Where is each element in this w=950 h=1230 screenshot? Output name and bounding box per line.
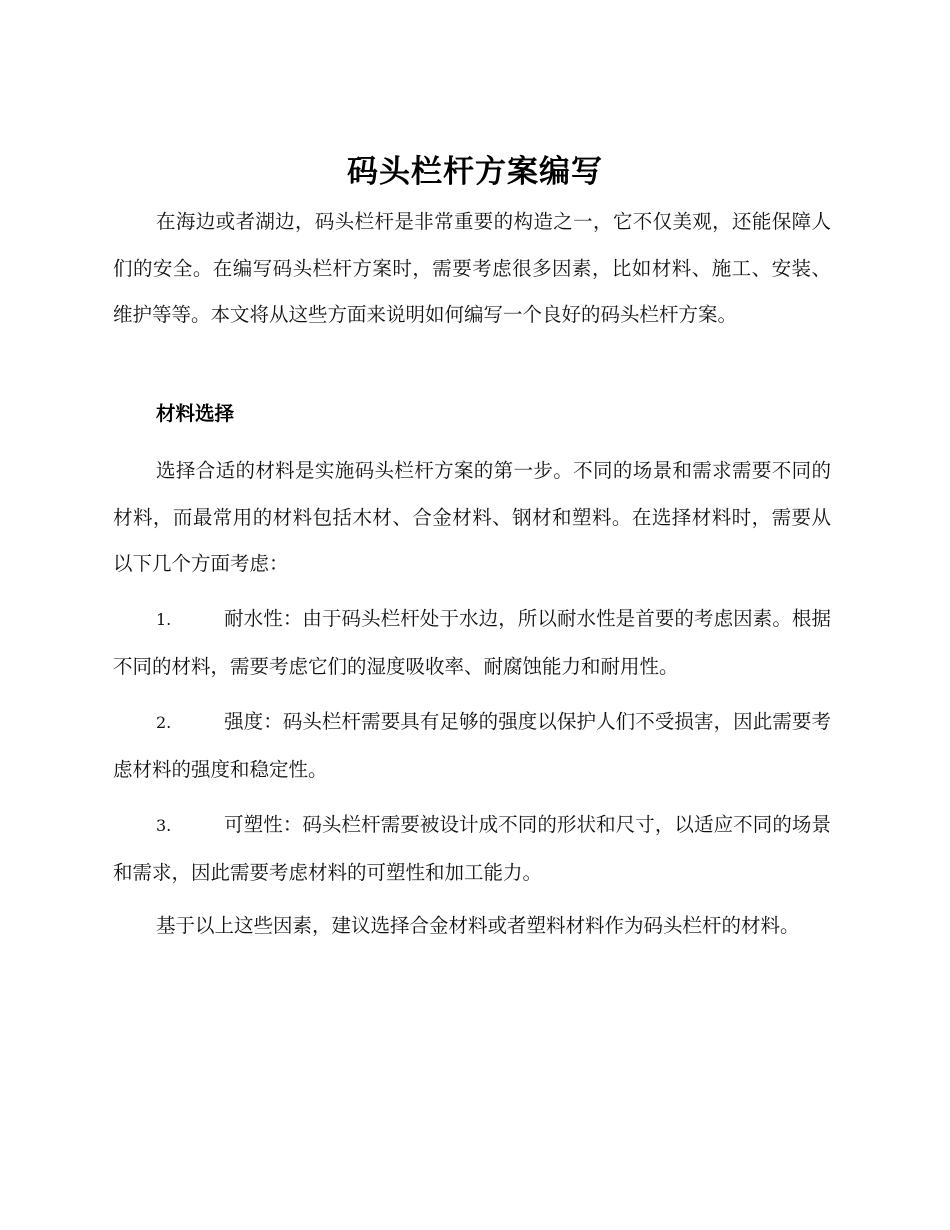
list-item-number: 3. — [156, 816, 172, 835]
list-item-text: 强度：码头栏杆需要具有足够的强度以保护人们不受损害，因此需要考虑材料的强度和稳定性。 — [113, 710, 831, 781]
list-item-number: 1. — [156, 610, 172, 629]
conclusion-paragraph: 基于以上这些因素，建议选择合金材料或者塑料材料作为码头栏杆的材料。 — [156, 914, 800, 937]
list-item — [113, 596, 831, 690]
list-item-text: 可塑性：码头栏杆需要被设计成不同的形状和尺寸，以适应不同的场景和需求，因此需要考虑材料的可塑性和加工能力。 — [113, 813, 831, 884]
intro-paragraph: 在海边或者湖边，码头栏杆是非常重要的构造之一，它不仅美观，还能保障人们的安全。在编写码头栏杆方案时，需要考虑很多因素，比如材料、施工、安装、维护等等。本文将从这些方面来说明如何编写一个良好的码头栏杆方案。 — [113, 210, 831, 326]
document-title: 码头栏杆方案编写 — [347, 154, 603, 190]
list-item-number: 2. — [156, 713, 172, 732]
section-heading: 材料选择 — [156, 402, 235, 425]
list-item — [113, 802, 831, 896]
section-intro-paragraph: 选择合适的材料是实施码头栏杆方案的第一步。不同的场景和需求需要不同的材料，而最常用的材料包括木材、合金材料、钢材和塑料。在选择材料时，需要从以下几个方面考虑： — [113, 459, 831, 575]
list-item — [113, 699, 831, 793]
list-item-text: 耐水性：由于码头栏杆处于水边，所以耐水性是首要的考虑因素。根据不同的材料，需要考虑它们的湿度吸收率、耐腐蚀能力和耐用性。 — [113, 607, 831, 678]
